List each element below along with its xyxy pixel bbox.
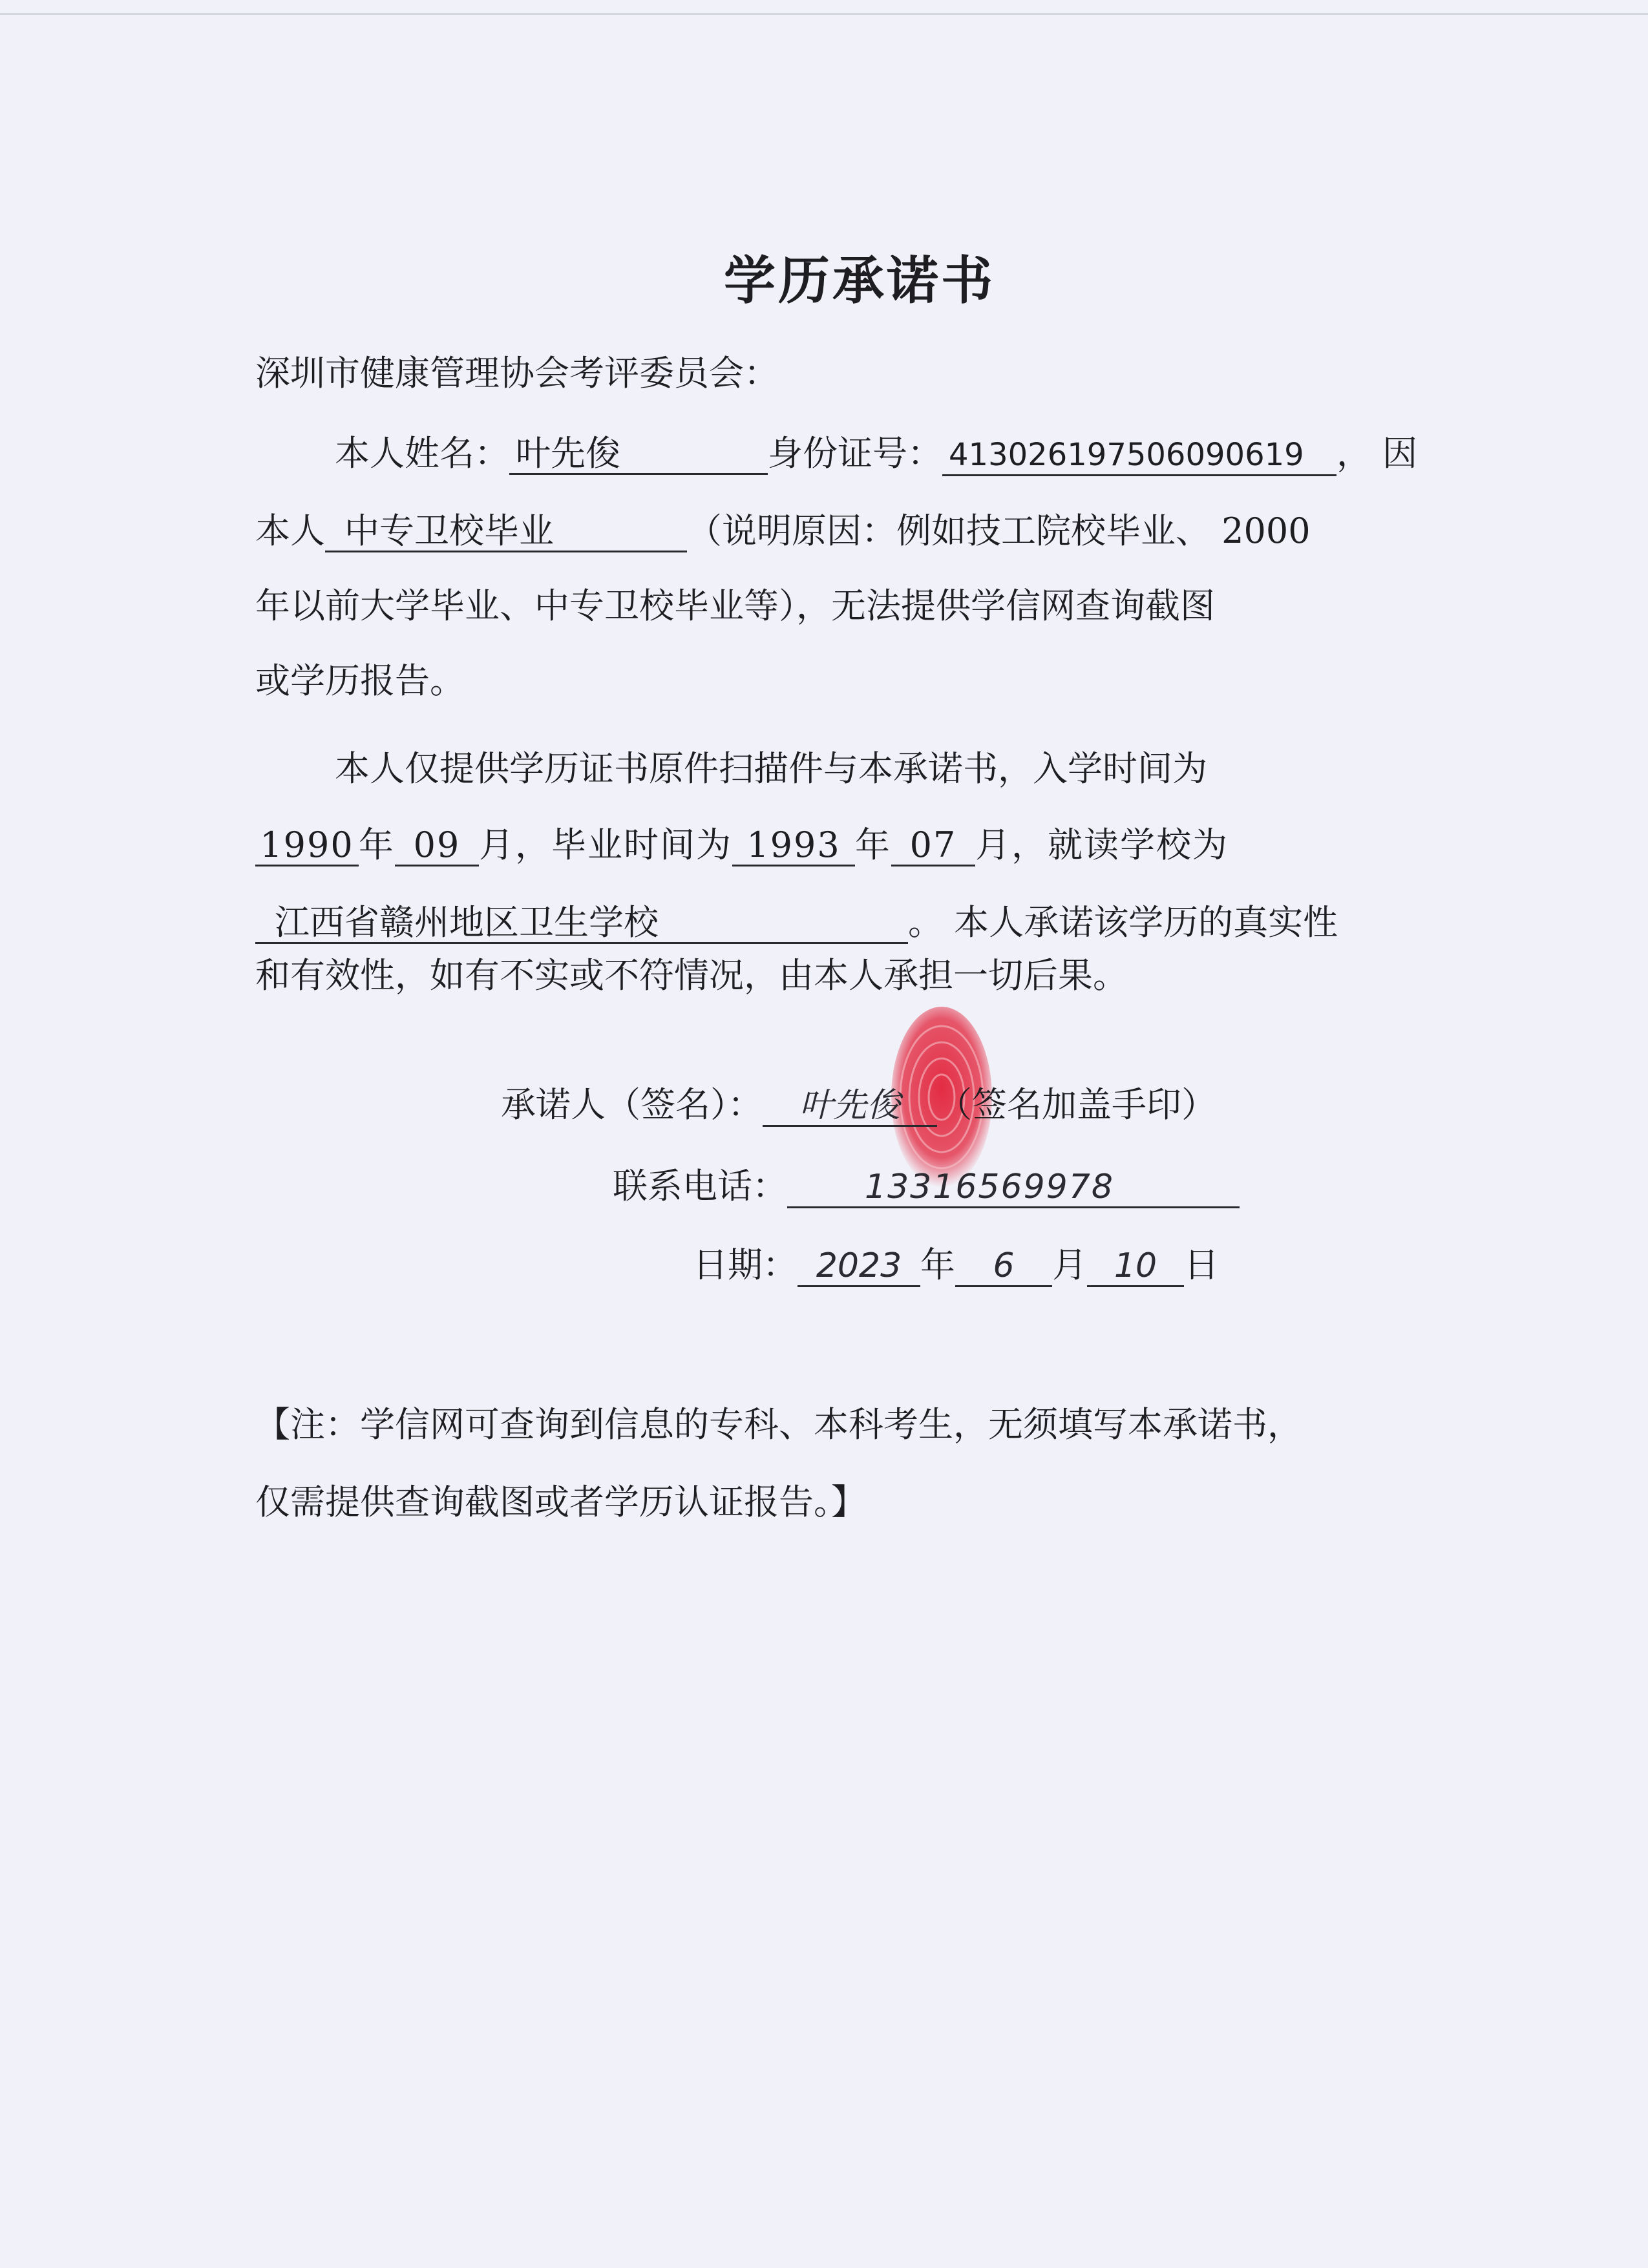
entry-month-char: 月 xyxy=(479,824,515,865)
entry-year-field xyxy=(255,826,359,866)
date-year-char: 年 xyxy=(920,1244,955,1285)
note-line2: 仅需提供查询截图或者学历认证报告。】 xyxy=(255,1482,866,1522)
scan-edge-line xyxy=(0,13,1648,15)
signer-signature: 叶先俊 xyxy=(799,1086,900,1125)
date-year-value: 2023 xyxy=(816,1246,902,1285)
grad-year-value: 1993 xyxy=(746,824,841,865)
salutation: 深圳市健康管理协会考评委员会： xyxy=(255,353,779,394)
grad-text: ，毕业时间为 xyxy=(515,824,732,865)
signer-label: 承诺人（签名）： xyxy=(501,1084,763,1125)
reason-value: 中专卫校毕业 xyxy=(344,510,554,551)
phone-row xyxy=(613,1167,1240,1208)
reason-suffix: （说明原因：例如技工院校毕业、 2000 xyxy=(687,510,1311,551)
date-day-char: 日 xyxy=(1184,1244,1219,1285)
grad-month-value: 07 xyxy=(909,824,957,865)
p2-line3-suffix: 。 本人承诺该学历的真实性 xyxy=(908,902,1338,943)
p1-line1 xyxy=(335,434,1417,476)
document-title: 学历承诺书 xyxy=(724,250,995,311)
name-field xyxy=(509,434,768,475)
note-line1: 【注：学信网可查询到信息的专科、本科考生，无须填写本承诺书， xyxy=(255,1404,1302,1445)
p2-line4: 和有效性，如有不实或不符情况，由本人承担一切后果。 xyxy=(255,955,1128,996)
entry-month-value: 09 xyxy=(413,824,461,865)
p2-line1: 本人仅提供学历证书原件扫描件与本承诺书，入学时间为 xyxy=(335,748,1207,789)
id-field xyxy=(942,436,1336,476)
phone-field xyxy=(787,1168,1240,1208)
date-year-field xyxy=(798,1246,920,1287)
reason-field xyxy=(325,512,687,552)
id-after: ， 因 xyxy=(1336,433,1418,474)
school-text: ，就读学校为 xyxy=(1011,824,1229,865)
entry-year-char: 年 xyxy=(359,824,395,865)
date-month-value: 6 xyxy=(993,1246,1015,1285)
date-row xyxy=(693,1246,1219,1287)
date-month-field xyxy=(955,1246,1052,1287)
p1-line4: 或学历报告。 xyxy=(255,660,465,701)
school-value: 江西省赣州地区卫生学校 xyxy=(275,902,659,943)
grad-year-field xyxy=(732,826,855,866)
date-month-char: 月 xyxy=(1052,1244,1087,1285)
entry-year-value: 1990 xyxy=(260,824,354,865)
grad-month-field xyxy=(891,826,975,866)
phone-value: 13316569978 xyxy=(865,1168,1114,1206)
date-day-field xyxy=(1087,1246,1184,1287)
p2-line3 xyxy=(255,903,1338,944)
p1-line2 xyxy=(255,512,1311,552)
name-value: 叶先俊 xyxy=(516,433,620,474)
p2-line2 xyxy=(255,826,1229,866)
reason-prefix: 本人 xyxy=(255,510,325,551)
entry-month-field xyxy=(395,826,479,866)
school-field xyxy=(255,903,908,944)
p1-line3: 年以前大学毕业、中专卫校毕业等），无法提供学信网查询截图 xyxy=(255,585,1215,626)
name-label: 本人姓名： xyxy=(335,433,509,474)
grad-month-char: 月 xyxy=(975,824,1011,865)
phone-label: 联系电话： xyxy=(613,1166,787,1206)
signer-field xyxy=(763,1086,937,1127)
signer-row xyxy=(501,1086,1216,1127)
id-label: 身份证号： xyxy=(768,433,942,474)
date-day-value: 10 xyxy=(1114,1246,1157,1285)
date-label: 日期： xyxy=(693,1244,798,1285)
grad-year-char: 年 xyxy=(855,824,891,865)
signer-suffix: （签名加盖手印） xyxy=(937,1084,1216,1125)
id-value: 413026197506090619 xyxy=(949,437,1304,473)
